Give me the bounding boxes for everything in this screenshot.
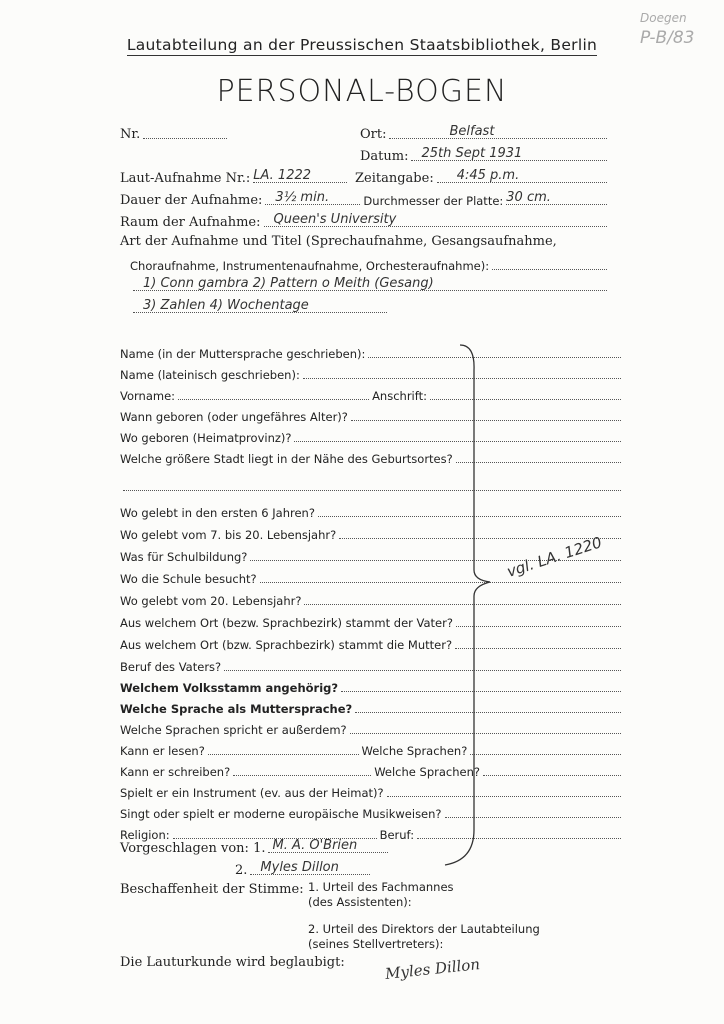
question-label: Vorname: [120, 389, 176, 403]
number: 1. [253, 841, 266, 856]
question-label: Aus welchem Ort (bzw. Sprachbezirk) stammt die Mutter? [120, 638, 453, 652]
stimme-label: Beschaffenheit der Stimme: [120, 882, 304, 897]
input-line [178, 385, 369, 400]
question-label: Beruf des Vaters? [120, 660, 222, 674]
question-row [120, 698, 624, 716]
label: Welche Sprachen? [361, 744, 468, 758]
field-dauer [120, 190, 610, 208]
value: LA. 1222 [253, 168, 312, 183]
question-row [120, 656, 624, 674]
question-label: Welchem Volksstamm angehörig? [120, 681, 339, 695]
question-label: Wo gelebt vom 20. Lebensjahr? [120, 594, 302, 608]
question-label: Name (in der Muttersprache geschrieben): [120, 347, 366, 361]
question-label: Aus welchem Ort (bezw. Sprachbezirk) stammt der Vater? [120, 616, 453, 630]
label: Welche Sprachen? [374, 765, 480, 779]
question-row [120, 740, 624, 758]
archive-mark-line2: P-B/83 [640, 28, 695, 48]
value: 3) Zahlen 4) Wochentage [143, 298, 309, 313]
field-laut-nr [120, 168, 350, 186]
question-label: Spielt er ein Instrument (ev. aus der Heimat)? [120, 786, 384, 800]
field-ort [360, 124, 610, 142]
label: Religion: [120, 828, 170, 842]
label: (seines Stellvertreters): [308, 937, 444, 951]
question-label: Wo gelebt vom 7. bis 20. Lebensjahr? [120, 528, 337, 542]
input-line [389, 124, 607, 139]
institution-name: Lautabteilung an der Preussischen Staatsbibliothek, Berlin [126, 36, 598, 54]
question-row [120, 343, 624, 361]
question-label: Welche Sprache als Muttersprache? [120, 702, 353, 716]
label: Ort: [360, 127, 387, 142]
question-label: Wo geboren (Heimatprovinz)? [120, 431, 292, 445]
input-line [253, 168, 347, 183]
label: Choraufnahme, Instrumentenaufnahme, Orchesteraufnahme): [130, 259, 490, 273]
label: Raum der Aufnahme: [120, 215, 261, 230]
question-label: Kann er schreiben? [120, 765, 231, 779]
field-datum [360, 146, 610, 164]
question-row [120, 590, 624, 608]
value: Belfast [449, 124, 495, 139]
label: Durchmesser der Platte: [363, 194, 504, 208]
input-line [133, 298, 387, 313]
input-line [437, 168, 607, 183]
label: (des Assistenten): [308, 895, 412, 909]
question-row [120, 524, 624, 542]
signature: Myles Dillon [384, 955, 481, 983]
label: Beruf: [379, 828, 415, 842]
cross-reference-annotation: vgl. LA. 1220 [504, 533, 605, 581]
question-row [120, 677, 624, 695]
input-line [224, 656, 621, 671]
label: Anschrift: [372, 389, 427, 403]
value: 4:45 p.m. [456, 168, 520, 183]
input-line [483, 761, 621, 776]
question-label: Wann geboren (oder ungefähres Alter)? [120, 410, 348, 424]
question-row [120, 568, 624, 586]
field-zeitangabe [355, 168, 610, 186]
value: 25th Sept 1931 [421, 146, 523, 161]
input-line [250, 860, 370, 875]
page-title: PERSONAL-BOGEN [216, 74, 508, 109]
field-titles-2 [130, 298, 390, 316]
label: Vorgeschlagen von: [120, 841, 249, 856]
question-row [120, 476, 624, 494]
input-line [387, 782, 621, 797]
question-row [120, 782, 624, 800]
value: M. A. O'Brien [272, 838, 358, 853]
question-row [120, 634, 624, 652]
urteil-direktor [308, 922, 540, 952]
question-label: Welche größere Stadt liegt in der Nähe des Geburtsortes? [120, 452, 453, 466]
question-label: Singt oder spielt er moderne europäische Musikweisen? [120, 807, 442, 821]
label: 2. Urteil des Direktors der Lautabteilung [308, 922, 540, 936]
beglaubigt-label: Die Lauturkunde wird beglaubigt: [120, 955, 345, 970]
question-row [120, 385, 624, 403]
field-raum [120, 212, 610, 230]
urteil-fachmann [308, 880, 454, 910]
question-row [120, 719, 624, 737]
input-line [208, 740, 359, 755]
label: Dauer der Aufnahme: [120, 193, 263, 208]
value: 30 cm. [506, 190, 551, 205]
question-row [120, 803, 624, 821]
brace-mark [440, 340, 500, 880]
field-nr [120, 124, 230, 142]
label: Laut-Aufnahme Nr.: [120, 171, 251, 186]
input-line [411, 146, 607, 161]
field-art-label2 [130, 255, 610, 273]
label: Datum: [360, 149, 409, 164]
field-vorgeschlagen-1 [120, 838, 450, 856]
field-titles-1 [130, 276, 610, 294]
number: 2. [235, 863, 248, 878]
field-vorgeschlagen-2 [235, 860, 435, 878]
question-label: Kann er lesen? [120, 744, 205, 758]
question-row [120, 502, 624, 520]
label: 1. Urteil des Fachmannes [308, 880, 454, 894]
question-label: Name (lateinisch geschrieben): [120, 368, 300, 382]
input-line [143, 124, 227, 139]
label: Nr. [120, 127, 141, 142]
question-label: Wo die Schule besucht? [120, 572, 257, 586]
archive-mark-line1: Doegen [640, 11, 687, 25]
value: 1) Conn gambra 2) Pattern o Meith (Gesang) [143, 276, 434, 291]
input-line [173, 824, 377, 839]
value: Queen's University [273, 212, 397, 227]
question-row [120, 448, 624, 466]
label: Zeitangabe: [355, 171, 434, 186]
input-line [123, 476, 621, 491]
question-row [120, 761, 624, 779]
question-label: Was für Schulbildung? [120, 550, 248, 564]
value: Myles Dillon [260, 860, 339, 875]
question-label: Wo gelebt in den ersten 6 Jahren? [120, 506, 315, 520]
question-row [120, 406, 624, 424]
institution-header [0, 36, 724, 54]
value: 3½ min. [275, 190, 330, 205]
input-line [264, 212, 608, 227]
input-line [233, 761, 371, 776]
question-row [120, 364, 624, 382]
question-label: Welche Sprachen spricht er außerdem? [120, 723, 347, 737]
input-line [265, 190, 360, 205]
question-row [120, 427, 624, 445]
input-line [268, 838, 388, 853]
input-line [133, 276, 607, 291]
input-line [506, 190, 607, 205]
question-row [120, 612, 624, 630]
field-art-label [120, 234, 610, 249]
input-line [492, 255, 607, 270]
label: Art der Aufnahme und Titel (Sprechaufnahme, Gesangsaufnahme, [120, 234, 557, 249]
